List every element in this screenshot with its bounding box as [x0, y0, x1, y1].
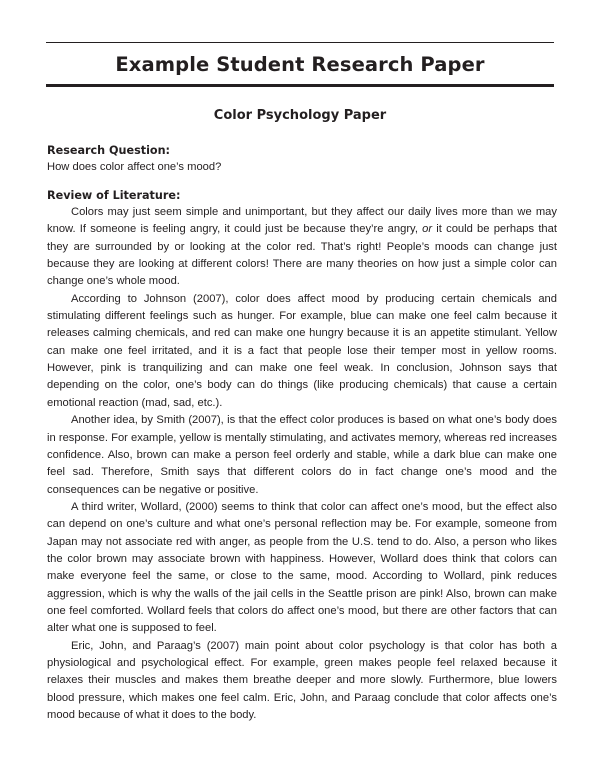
- review-paragraph-3: Another idea, by Smith (2007), is that the effect color produces is based on what one’s body does in response. For example, yellow is mentally stimulating, and activates memory, whereas red increases confidence. Also, brown can make a person feel orderly and stable, while a dark blue can make one feel sad. Therefore, Smith says that different colors do in fact change one’s mood and the consequences can be negative or positive.: [47, 414, 557, 496]
- review-paragraph-1: [47, 204, 557, 291]
- paragraph-1-italic-word: or: [422, 223, 433, 236]
- paragraph-1-text-start: Colors may just seem simple and unimportant, but they affect our daily lives more than we may know. If someone is feeling angry, it could just be because they’re angry,: [47, 206, 557, 236]
- header-title: Example Student Research Paper: [115, 53, 485, 76]
- paper-body: [47, 142, 557, 724]
- review-heading: Review of Literature:: [47, 188, 181, 202]
- header-top-rule: [46, 42, 554, 43]
- review-paragraph-2: According to Johnson (2007), color does affect mood by producing certain chemicals and stimulating different feelings such as hunger. For example, blue can make one feel calm because it releases calming chemicals, and red can make one hungry because it is an appetite stimulant. Yellow can make one feel irritated, and it is a fact that people lose their temper most in yellow rooms. However, pink is tranquilizing and can make one feel weak. In conclusion, Johnson says that depending on the color, one’s body can do things (like producing chemicals) that cause a certain emotional reaction (mad, sad, etc.).: [47, 292, 557, 409]
- review-paragraph-5: Eric, John, and Paraag’s (2007) main point about color psychology is that color has both a physiological and psychological effect. For example, green makes people feel relaxed because it relaxes their muscles and makes them breathe deeper and more slowly. Furthermore, blue lowers blood pressure, which makes one feel calm. Eric, John, and Paraag conclude that color affects one’s mood because of what it does to the body.: [47, 639, 557, 721]
- review-paragraph-4: A third writer, Wollard, (2000) seems to think that color can affect one’s mood, but the effect also can depend on one’s culture and what one’s personal reflection may be. For example, someone from Japan may not associate red with anger, as people from the U.S. tend to do. Also, a person who likes the color brown may associate brown with happiness. However, Wollard does think that colors can make everyone feel the same, or close to the same, mood. According to Wollard, pink reduces aggression, which is why the walls of the jail cells in the Seattle prison are pink! Also, brown can make one feel comforted. Wollard feels that colors do affect one’s mood, but there are other factors that can alter what one is supposed to feel.: [47, 500, 557, 635]
- header-bottom-rule: [46, 84, 554, 87]
- paper-title: Color Psychology Paper: [213, 108, 387, 123]
- research-question-text: How does color affect one’s mood?: [47, 161, 222, 174]
- research-question-heading: Research Question:: [47, 144, 171, 157]
- paragraph-1-text-end: it could be perhaps that they are surrounded by or looking at the color red. That’s right! People’s moods can change just because they are looking at different colors! There are many theories on how just a simple color can change one’s whole mood.: [47, 223, 557, 288]
